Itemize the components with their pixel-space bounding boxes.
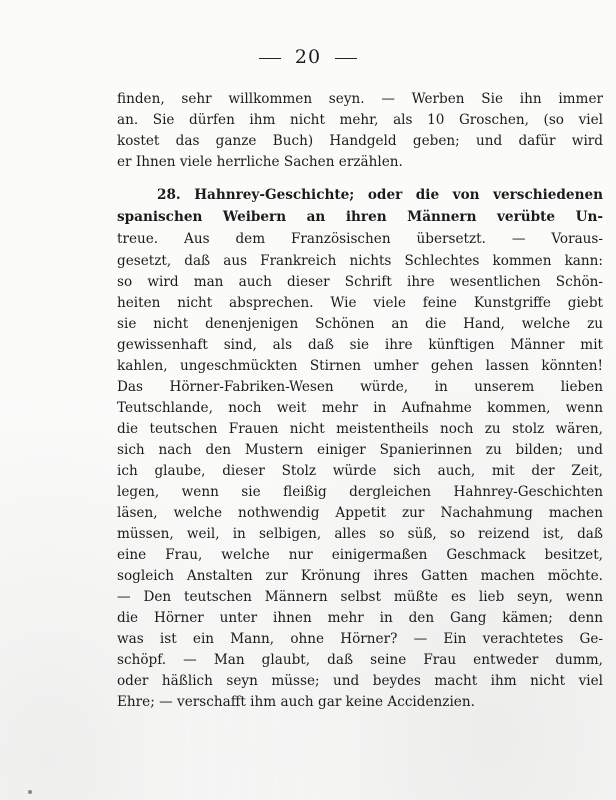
- text-line: finden, sehr willkommen seyn. — Werben Sie ihn immer: [117, 91, 603, 107]
- text-line: sich nach den Mustern einiger Spanierinnen zu bilden; und: [117, 442, 603, 458]
- text-line: die Hörner unter ihnen mehr in den Gang kämen; denn: [117, 610, 603, 626]
- text-line: kostet das ganze Buch) Handgeld geben; und dafür wird: [117, 133, 603, 149]
- text-line: Das Hörner-Fabriken-Wesen würde, in unserem lieben: [117, 379, 603, 395]
- entry-heading-line: 28. Hahnrey-Geschichte; oder die von verschiedenen: [157, 187, 603, 203]
- text-line: er Ihnen viele herrliche Sachen erzählen.: [117, 154, 403, 170]
- text-line: was ist ein Mann, ohne Hörner? — Ein verachtetes Ge-: [117, 631, 603, 647]
- text-line: gesetzt, daß aus Frankreich nichts Schlechtes kommen kann:: [117, 253, 603, 269]
- text-line: so wird man auch dieser Schrift ihre wesentlichen Schön-: [117, 274, 603, 290]
- paper-speck: [28, 790, 32, 794]
- text-line: läsen, welche nothwendig Appetit zur Nachahmung machen: [117, 505, 603, 521]
- text-line: schöpf. — Man glaubt, daß seine Frau entweder dumm,: [117, 652, 603, 668]
- text-line: Teutschlande, noch weit mehr in Aufnahme kommen, wenn: [117, 400, 603, 416]
- header-dash-right: [335, 58, 357, 59]
- text-line: treue. Aus dem Französischen übersetzt. — Voraus-: [117, 231, 603, 247]
- text-line: sie nicht denenjenigen Schönen an die Hand, welche zu: [117, 316, 603, 332]
- text-line: ich glaube, dieser Stolz würde sich auch, mit der Zeit,: [117, 463, 603, 479]
- page-header: [0, 46, 616, 68]
- text-line: — Den teutschen Männern selbst müßte es lieb seyn, wenn: [117, 589, 603, 605]
- entry-heading-line: spanischen Weibern an ihren Männern verübte Un-: [117, 209, 603, 225]
- page-number: 20: [294, 46, 322, 68]
- text-line: sogleich Anstalten zur Krönung ihres Gatten machen möchte.: [117, 568, 603, 584]
- header-dash-left: [259, 58, 281, 59]
- text-line: müssen, weil, in selbigen, alles so süß, so reizend ist, daß: [117, 526, 603, 542]
- text-line: heiten nicht absprechen. Wie viele feine Kunstgriffe giebt: [117, 295, 603, 311]
- text-line: legen, wenn sie fleißig dergleichen Hahnrey-Geschichten: [117, 484, 603, 500]
- text-line: Ehre; — verschafft ihm auch gar keine Accidenzien.: [117, 694, 475, 710]
- text-line: kahlen, ungeschmückten Stirnen umher gehen lassen könnten!: [117, 358, 603, 374]
- text-line: gewissenhaft sind, als daß sie ihre künftigen Männer mit: [117, 337, 603, 353]
- text-line: an. Sie dürfen ihm nicht mehr, als 10 Groschen, (so viel: [117, 112, 603, 128]
- text-line: eine Frau, welche nur einigermaßen Geschmack besitzet,: [117, 547, 603, 563]
- text-line: die teutschen Frauen nicht meistentheils noch zu stolz wären,: [117, 421, 603, 437]
- text-line: oder häßlich seyn müsse; und beydes macht ihm nicht viel: [117, 673, 603, 689]
